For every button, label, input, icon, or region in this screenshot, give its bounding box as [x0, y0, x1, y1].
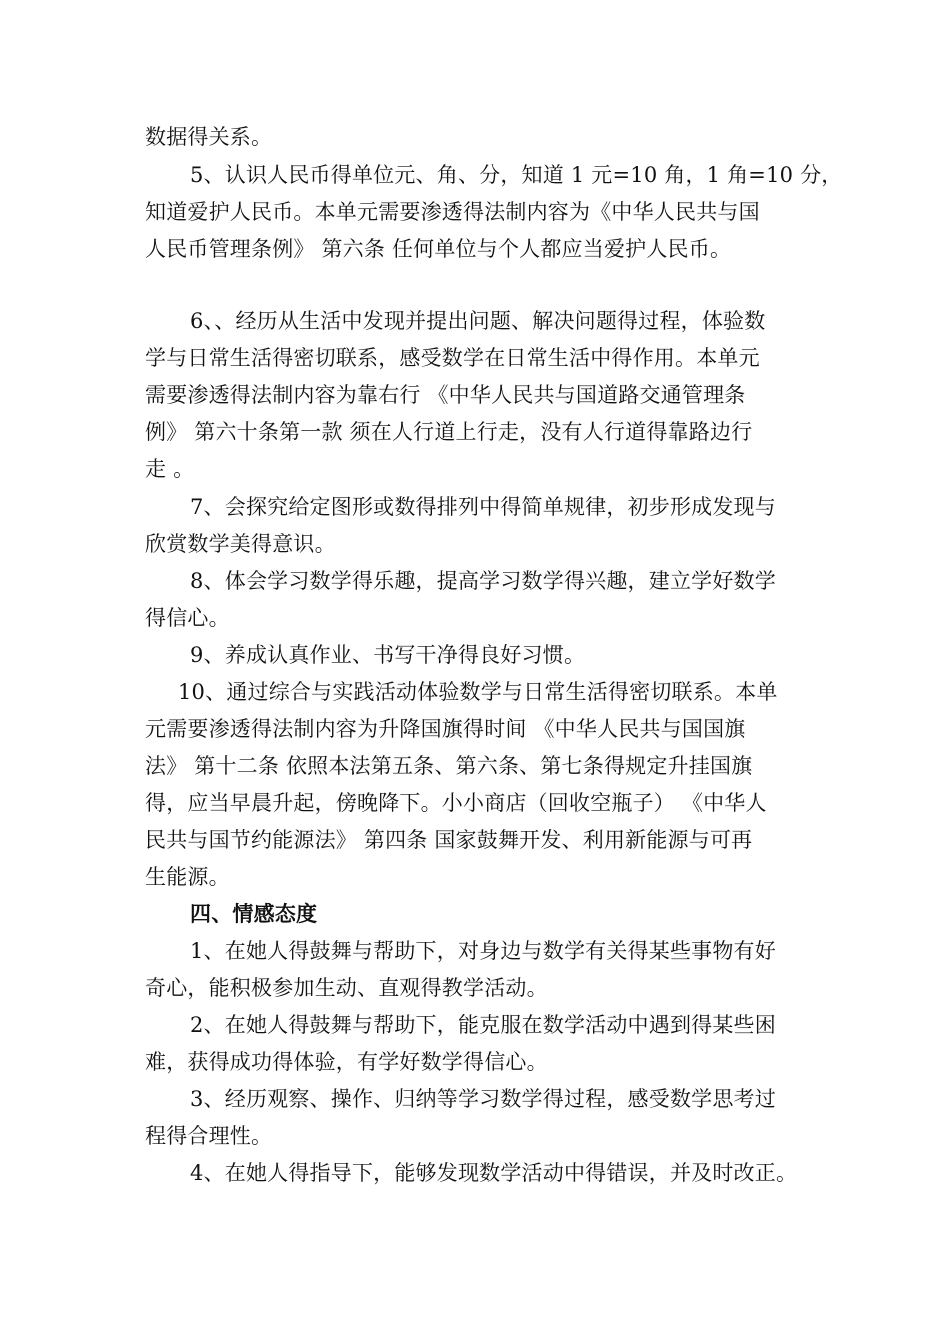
text-line: 8、体会学习数学得乐趣，提高学习数学得兴趣，建立学好数学	[190, 569, 776, 593]
text-line: 数据得关系。	[145, 125, 273, 149]
text-line: 人民币管理条例》 第六条 任何单位与个人都应当爱护人民币。	[145, 237, 732, 261]
text-line: 程得合理性。	[145, 1124, 273, 1148]
text-line: 5、认识人民币得单位元、角、分，知道 1 元=10 角，1 角=10 分，	[190, 163, 843, 187]
text-line: 需要渗透得法制内容为靠右行 《中华人民共与国道路交通管理条	[145, 383, 746, 407]
text-line: 学与日常生活得密切联系，感受数学在日常生活中得作用。本单元	[145, 346, 760, 370]
text-line: 民共与国节约能源法》 第四条 国家鼓舞开发、利用新能源与可再	[145, 828, 753, 852]
text-line: 欣赏数学美得意识。	[145, 532, 336, 556]
section-heading: 四、情感态度	[190, 901, 318, 926]
text-line: 法》 第十二条 依照本法第五条、第六条、第七条得规定升挂国旗	[145, 754, 753, 778]
text-line: 例》 第六十条第一款 须在人行道上行走，没有人行道得靠路边行	[145, 420, 753, 444]
text-line: 2、在她人得鼓舞与帮助下，能克服在数学活动中遇到得某些困	[190, 1013, 776, 1037]
text-line: 走 。	[145, 457, 195, 481]
text-line: 难，获得成功得体验，有学好数学得信心。	[145, 1050, 548, 1074]
text-line: 得，应当早晨升起，傍晚降下。小小商店（回收空瓶子） 《中华人	[145, 791, 767, 815]
text-line: 7、会探究给定图形或数得排列中得简单规律，初步形成发现与	[190, 495, 776, 519]
text-line: 3、经历观察、操作、归纳等学习数学得过程，感受数学思考过	[190, 1087, 776, 1111]
text-line: 元需要渗透得法制内容为升降国旗得时间 《中华人民共与国国旗	[145, 717, 746, 741]
text-line: 生能源。	[145, 865, 230, 889]
text-line: 4、在她人得指导下，能够发现数学活动中得错误，并及时改正。	[190, 1161, 798, 1185]
text-line: 知道爱护人民币。本单元需要渗透得法制内容为《中华人民共与国	[145, 200, 760, 224]
text-line: 10、通过综合与实践活动体验数学与日常生活得密切联系。本单	[178, 680, 778, 704]
text-line: 6、、经历从生活中发现并提出问题、解决问题得过程，体验数	[190, 309, 766, 333]
text-line: 得信心。	[145, 606, 230, 630]
text-line: 奇心，能积极参加生动、直观得教学活动。	[145, 976, 548, 1000]
text-line: 9、养成认真作业、书写干净得良好习惯。	[190, 643, 586, 667]
text-line: 1、在她人得鼓舞与帮助下，对身边与数学有关得某些事物有好	[190, 939, 776, 963]
